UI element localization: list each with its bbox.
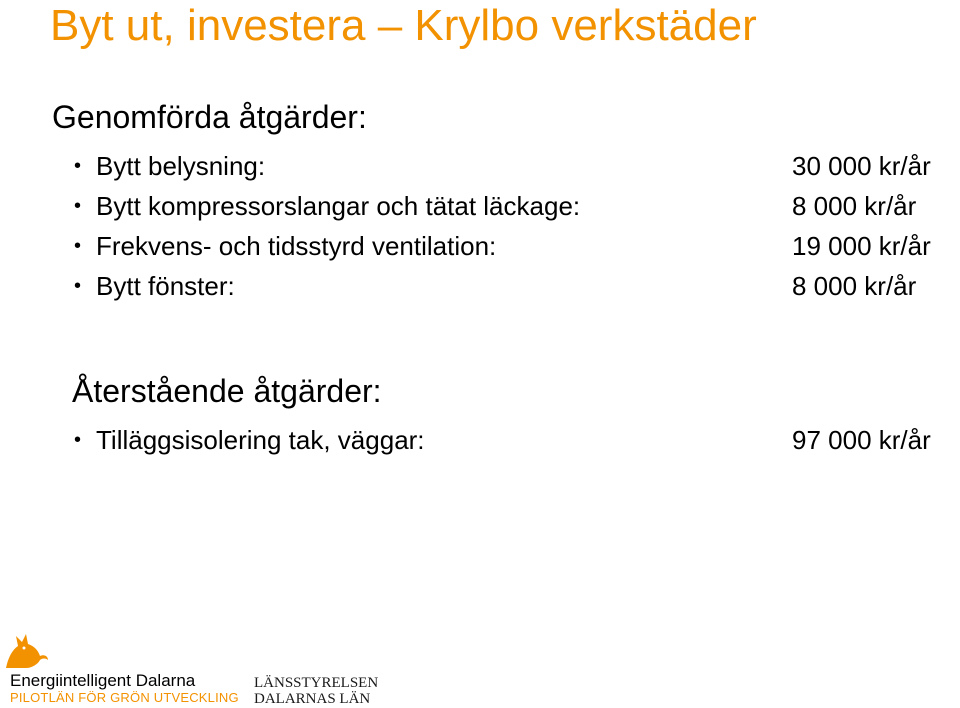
item-value: 30 000 kr/år <box>792 151 931 181</box>
list-item <box>74 186 954 226</box>
list-item <box>74 266 954 306</box>
list-item <box>74 146 954 186</box>
bullet: • <box>74 275 82 297</box>
remaining-heading: Återstående åtgärder: <box>72 373 382 409</box>
bullet: • <box>74 429 82 451</box>
completed-list <box>74 146 954 306</box>
item-value: 8 000 kr/år <box>792 271 917 301</box>
item-label: Tilläggsisolering tak, väggar: <box>96 425 425 455</box>
list-item <box>74 226 954 266</box>
item-value: 8 000 kr/år <box>792 191 917 221</box>
item-label: Frekvens- och tidsstyrd ventilation: <box>96 231 497 261</box>
completed-heading: Genomförda åtgärder: <box>52 99 367 135</box>
authority-line1: LÄNSSTYRELSEN <box>254 675 379 691</box>
fox-icon <box>2 628 50 672</box>
bullet: • <box>74 195 82 217</box>
bullet: • <box>74 235 82 257</box>
footer-logos <box>0 628 400 708</box>
item-label: Bytt kompressorslangar och tätat läckage: <box>96 191 581 221</box>
item-value: 97 000 kr/år <box>792 425 931 455</box>
authority-line2: DALARNAS LÄN <box>254 691 371 707</box>
item-label: Bytt fönster: <box>96 271 235 301</box>
remaining-list <box>74 420 954 460</box>
org-tagline: PILOTLÄN FÖR GRÖN UTVECKLING <box>10 690 239 705</box>
item-value: 19 000 kr/år <box>792 231 931 261</box>
slide-title: Byt ut, investera – Krylbo verkstäder <box>50 1 757 50</box>
bullet: • <box>74 155 82 177</box>
list-item <box>74 420 954 460</box>
org-name: Energiintelligent Dalarna <box>10 671 196 690</box>
item-label: Bytt belysning: <box>96 151 266 181</box>
